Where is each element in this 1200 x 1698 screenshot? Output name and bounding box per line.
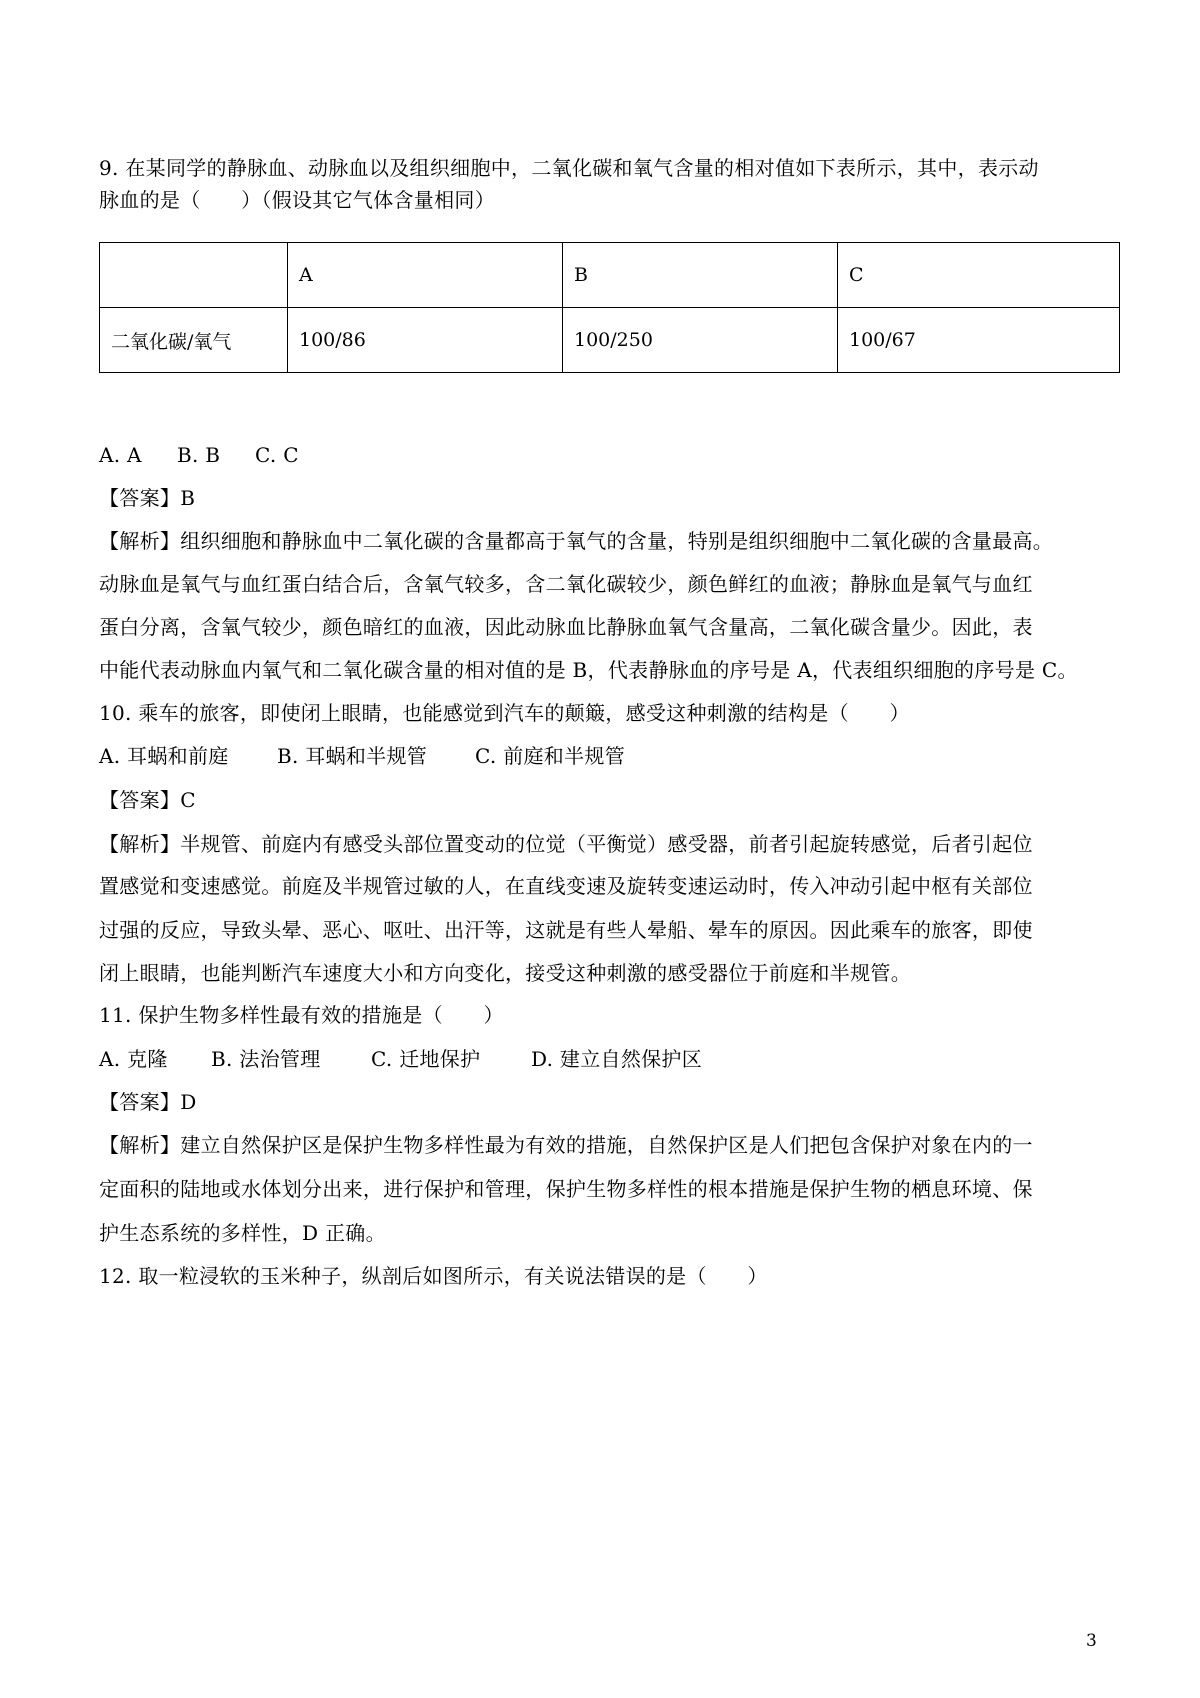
q9-answer: 【答案】B [99,486,196,510]
q9-analysis-line-3: 蛋白分离，含氧气较少，颜色暗红的血液，因此动脉血比静脉血氧气含量高，二氧化碳含量少。因此，表 [99,615,1033,639]
q11-options [99,1045,1119,1073]
option-d: D. 建立自然保护区 [531,1047,703,1071]
table-header-cell: A [288,243,563,308]
option-a: A. 耳蜗和前庭 [99,744,229,768]
q10-analysis-line-1: 【解析】半规管、前庭内有感受头部位置变动的位觉（平衡觉）感受器，前者引起旋转感觉，后者引起位 [99,832,1033,856]
q9-table [99,242,1120,373]
q9-analysis-line-4: 中能代表动脉血内氧气和二氧化碳含量的相对值的是 B，代表静脉血的序号是 A，代表组织细胞的序号是 C。 [99,658,1078,682]
q9-stem-line-2: 脉血的是（ ）（假设其它气体含量相同） [99,188,495,212]
q9-analysis-line-2: 动脉血是氧气与血红蛋白结合后，含氧气较多，含二氧化碳较少，颜色鲜红的血液；静脉血是氧气与血红 [99,572,1033,596]
q11-analysis-line-2: 定面积的陆地或水体划分出来，进行保护和管理，保护生物多样性的根本措施是保护生物的栖息环境、保 [99,1177,1033,1201]
q10-analysis-line-3: 过强的反应，导致头晕、恶心、呕吐、出汗等，这就是有些人晕船、晕车的原因。因此乘车的旅客，即使 [99,918,1033,942]
q9-options [99,441,1119,469]
table-header-row [100,243,1120,308]
option-c: C. C [255,443,299,467]
option-c: C. 迁地保护 [371,1047,481,1071]
option-b: B. 耳蜗和半规管 [277,744,428,768]
q11-answer: 【答案】D [99,1090,197,1114]
table-cell: 二氧化碳/氧气 [100,308,288,373]
option-c: C. 前庭和半规管 [475,744,626,768]
q10-stem: 10. 乘车的旅客，即使闭上眼睛，也能感觉到汽车的颠簸，感受这种刺激的结构是（ ） [99,701,910,725]
table-cell: 100/67 [838,308,1120,373]
q11-stem: 11. 保护生物多样性最有效的措施是（ ） [99,1003,504,1027]
q11-analysis-line-1: 【解析】建立自然保护区是保护生物多样性最为有效的措施，自然保护区是人们把包含保护对象在内的一 [99,1133,1033,1157]
q11-analysis-line-3: 护生态系统的多样性，D 正确。 [99,1221,386,1245]
q10-options [99,742,1119,770]
q12-stem: 12. 取一粒浸软的玉米种子，纵剖后如图所示，有关说法错误的是（ ） [99,1264,768,1288]
option-a: A. A [99,443,142,467]
table-cell: 100/86 [288,308,563,373]
table-header-cell: C [838,243,1120,308]
table-header-cell: B [563,243,838,308]
option-a: A. 克隆 [99,1047,168,1071]
q10-analysis-line-2: 置感觉和变速感觉。前庭及半规管过敏的人，在直线变速及旋转变速运动时，传入冲动引起中枢有关部位 [99,874,1033,898]
q9-analysis-line-1: 【解析】组织细胞和静脉血中二氧化碳的含量都高于氧气的含量，特别是组织细胞中二氧化碳的含量最高。 [99,529,1054,553]
option-b: B. B [177,443,221,467]
q10-analysis-line-4: 闭上眼睛，也能判断汽车速度大小和方向变化，接受这种刺激的感受器位于前庭和半规管。 [99,961,911,985]
option-b: B. 法治管理 [211,1047,321,1071]
table-header-cell [100,243,288,308]
q10-answer: 【答案】C [99,788,196,812]
q9-stem-line-1: 9. 在某同学的静脉血、动脉血以及组织细胞中，二氧化碳和氧气含量的相对值如下表所示，其中，表示动 [99,156,1039,180]
table-cell: 100/250 [563,308,838,373]
table-row [100,308,1120,373]
page-number: 3 [1086,1631,1097,1651]
